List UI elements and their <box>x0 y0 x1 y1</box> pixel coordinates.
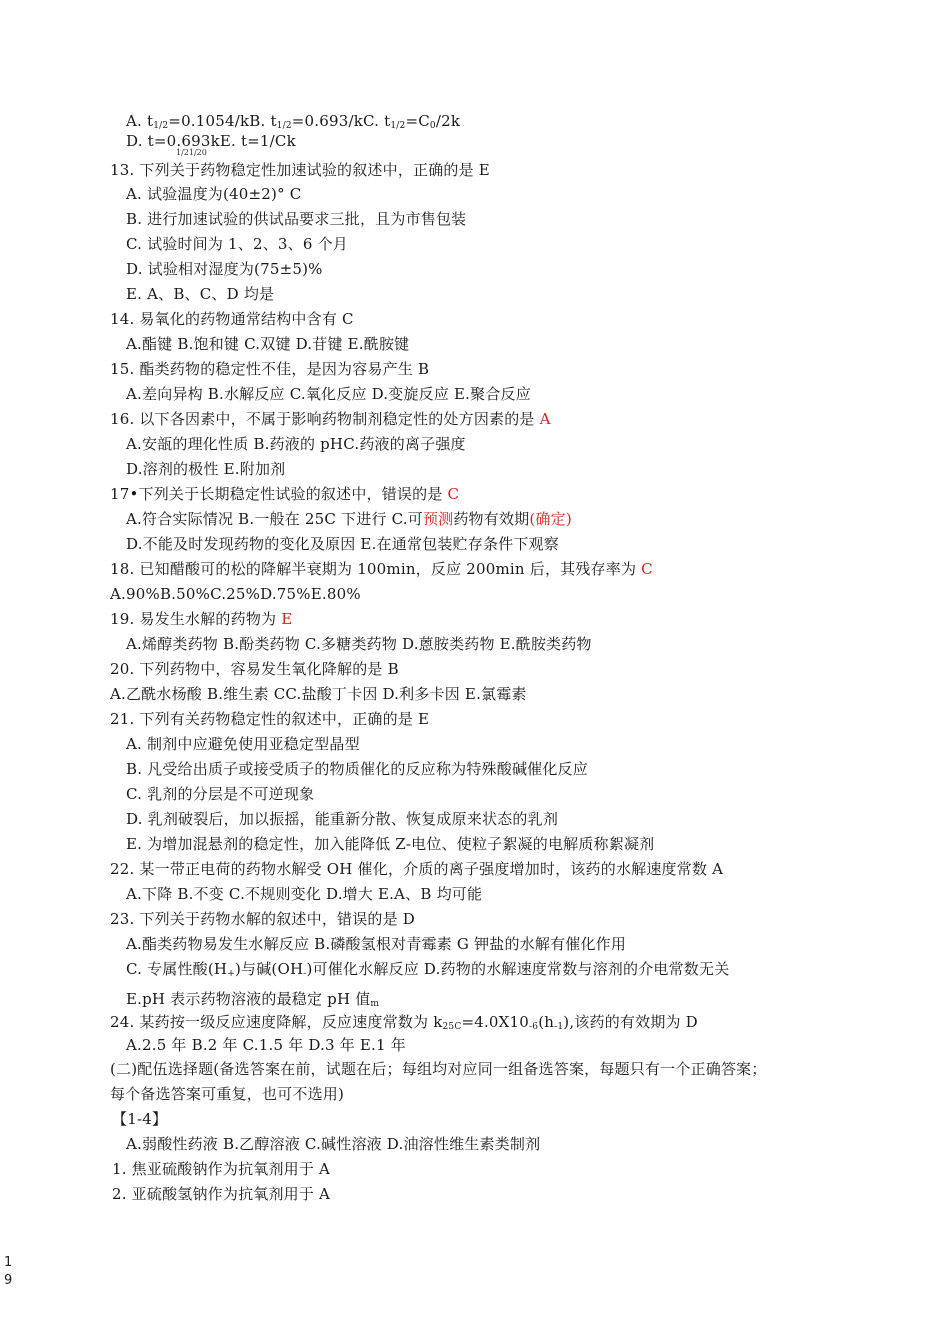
q23-options-3: E.pH 表示药物溶液的最稳定 pH 值$_m$ <box>126 990 380 1009</box>
group-options: A.弱酸性药液 B.乙醇溶液 C.碱性溶液 D.油溶性维生素类制剂 <box>126 1135 541 1153</box>
q16-options-2: D.溶剂的极性 E.附加剂 <box>126 460 286 478</box>
question-23: 23. 下列关于药物水解的叙述中，错误的是 D <box>110 910 416 928</box>
section-heading-matching-cont: 每个备选答案可重复，也可不选用) <box>110 1085 345 1103</box>
option-line-half-life-d: D. t=0.693kE. t=1/Ck <box>126 132 296 150</box>
answer-highlight: E <box>281 610 293 628</box>
q17-options-2: D.不能及时发现药物的变化及原因 E.在通常包装贮存条件下观察 <box>126 535 559 553</box>
matching-item-1: 1. 焦亚硫酸钠作为抗氧剂用于 A <box>112 1160 331 1178</box>
q20-options: A.乙酰水杨酸 B.维生素 CC.盐酸丁卡因 D.利多卡因 E.氯霉素 <box>110 685 527 703</box>
q24-options: A.2.5 年 B.2 年 C.1.5 年 D.3 年 E.1 年 <box>126 1036 406 1054</box>
option-line-half-life-a: A. $t_{1/2}=0.1054/kB$. $t_{1/2}=0.693/kC$. $t_{1/2}=C_0/2k$ <box>126 112 461 131</box>
q13-option-c: C. 试验时间为 1、2、3、6 个月 <box>126 235 348 253</box>
q21-option-a: A. 制剂中应避免使用亚稳定型晶型 <box>126 735 360 753</box>
question-24: 24. 某药按一级反应速度降解，反应速度常数为 $k_{25C}=4.0X10_{-6}(h_{-1})$,该药的有效期为 D <box>110 1013 698 1032</box>
page-number-digit-1: 1 <box>4 1255 13 1270</box>
question-19: 19. 易发生水解的药物为 E <box>110 610 293 628</box>
q13-option-b: B. 进行加速试验的供试品要求三批，且为市售包装 <box>126 210 467 228</box>
section-heading-matching: (二)配伍选择题(备选答案在前，试题在后；每组均对应同一组备选答案，每题只有一个正确答案； <box>110 1060 767 1078</box>
matching-item-2: 2. 亚硫酸氢钠作为抗氧剂用于 A <box>112 1185 331 1203</box>
q16-options-1: A.安瓿的理化性质 B.药液的 pHC.药液的离子强度 <box>126 435 466 453</box>
q22-options: A.下降 B.不变 C.不规则变化 D.增大 E.A、B 均可能 <box>126 885 483 903</box>
q13-option-e: E. A、B、C、D 均是 <box>126 285 275 303</box>
q23-options-1: A.酯类药物易发生水解反应 B.磷酸氢根对青霉素 G 钾盐的水解有催化作用 <box>126 935 627 953</box>
q13-option-d: D. 试验相对湿度为(75±5)% <box>126 260 323 278</box>
page-number-digit-2: 9 <box>4 1273 13 1288</box>
answer-highlight: A <box>539 410 551 428</box>
question-21: 21. 下列有关药物稳定性的叙述中，正确的是 E <box>110 710 430 728</box>
question-13: 13. 下列关于药物稳定性加速试验的叙述中，正确的是 E <box>110 161 490 179</box>
q15-options: A.差向异构 B.水解反应 C.氧化反应 D.变旋反应 E.聚合反应 <box>126 385 531 403</box>
question-18: 18. 已知醋酸可的松的降解半衰期为 100min，反应 200min 后，其残存率为 C <box>110 560 653 578</box>
question-15: 15. 酯类药物的稳定性不佳，是因为容易产生 B <box>110 360 430 378</box>
question-17: 17•下列关于长期稳定性试验的叙述中，错误的是 C <box>110 485 460 503</box>
q21-option-b: B. 凡受给出质子或接受质子的物质催化的反应称为特殊酸碱催化反应 <box>126 760 588 778</box>
q21-option-d: D. 乳剂破裂后，加以振摇，能重新分散、恢复成原来状态的乳剂 <box>126 810 559 828</box>
question-22: 22. 某一带正电荷的药物水解受 OH 催化，介质的离子强度增加时，该药的水解速度常数 A <box>110 860 724 878</box>
q19-options: A.烯醇类药物 B.酚类药物 C.多糖类药物 D.蒽胺类药物 E.酰胺类药物 <box>126 635 592 653</box>
answer-highlight: C <box>641 560 653 578</box>
answer-highlight: C <box>447 485 460 503</box>
q14-options: A.酯键 B.饱和键 C.双键 D.苷键 E.酰胺键 <box>126 335 410 353</box>
q18-options: A.90%B.50%C.25%D.75%E.80% <box>110 585 361 603</box>
question-14: 14. 易氧化的药物通常结构中含有 C <box>110 310 354 328</box>
question-16: 16. 以下各因素中，不属于影响药物制剂稳定性的处方因素的是 A <box>110 410 551 428</box>
q21-option-c: C. 乳剂的分层是不可逆现象 <box>126 785 315 803</box>
q17-options-1: A.符合实际情况 B.一般在 25C 下进行 C.可预测药物有效期(确定) <box>126 510 572 528</box>
group-label: 【1-4】 <box>112 1110 168 1128</box>
question-20: 20. 下列药物中，容易发生氧化降解的是 B <box>110 660 399 678</box>
q21-option-e: E. 为增加混悬剂的稳定性，加入能降低 Z-电位、使粒子絮凝的电解质称絮凝剂 <box>126 835 655 853</box>
q23-options-2: C. 专属性酸$(H_+)$与碱$(OH_-)$可催化水解反应 D.药物的水解速度常数与溶剂的介电常数无关 <box>126 960 730 979</box>
margin-note: 1/21/20 <box>176 148 207 157</box>
q13-option-a: A. 试验温度为(40±2)° C <box>126 185 302 203</box>
